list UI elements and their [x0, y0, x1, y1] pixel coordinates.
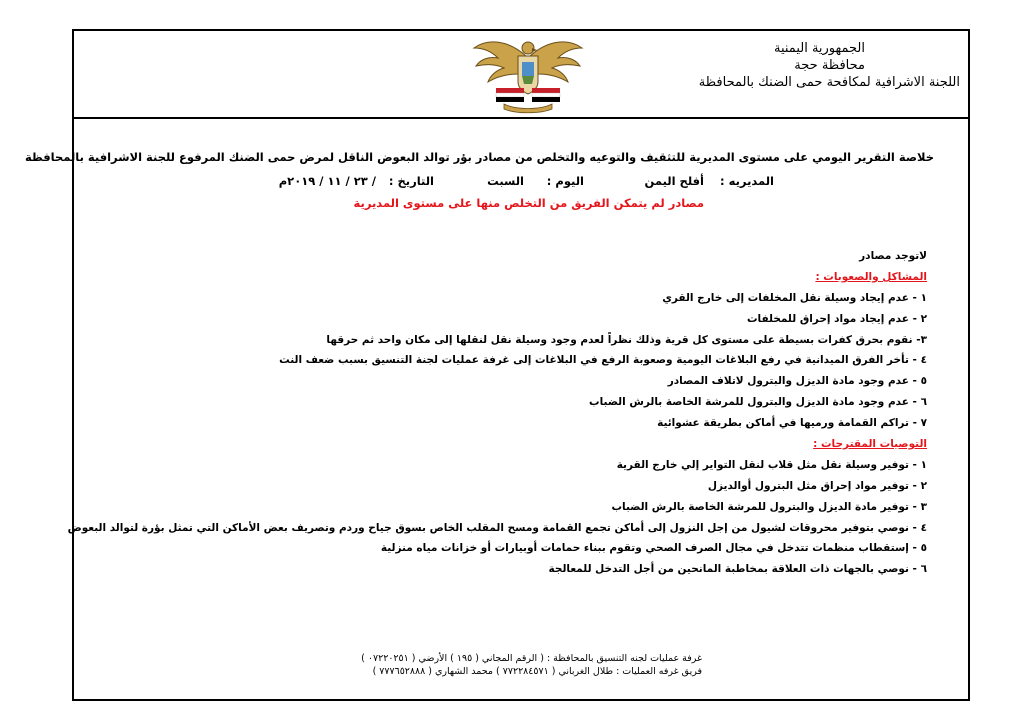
footer-contacts [282, 652, 702, 678]
list-item: ٦ - نوصي بالجهات ذات العلاقة بمخاطبة المانحين من أجل التدخل للمعالجة [548, 563, 927, 576]
letterhead [630, 40, 960, 91]
report-meta-row [254, 174, 774, 190]
no-sources-line: لاتوجد مصادر [859, 250, 927, 262]
letterhead-governorate: محافظة حجة [794, 58, 865, 73]
date-label: التاريخ : [388, 174, 434, 188]
day-label: اليوم : [546, 174, 584, 188]
district-label: المديريه : [720, 174, 774, 188]
list-item: ٥ - عدم وجود مادة الديزل والبترول لاتلاف المصادر [667, 375, 927, 388]
list-item: ٣ - توفير مادة الديزل والبترول للمرشة الخاصة بالرش الضباب [611, 500, 927, 513]
yemen-eagle-emblem [468, 34, 588, 114]
list-item: ٣- نقوم بحرق كفرات بسيطة على مستوى كل قرية وذلك نظراً لعدم وجود وسيلة نقل لنقلها إلى مكان واحد ثم حرقها [326, 333, 927, 346]
letterhead-committee: اللجنة الاشرافية لمكافحة حمى الضنك بالمحافظة [698, 75, 960, 90]
list-item: ١ - توفير وسيلة نقل مثل قلاب لنقل التواير إلي خارج القرية [616, 458, 927, 471]
list-item: ٤ - تأخر الفرق الميدانية في رفع البلاغات اليومية وصعوبة الرفع في البلاغات إلى غرفة عمليات لجنة التنسيق بسبب ضعف النت [279, 354, 927, 367]
list-item: ٤ - نوصي بتوفير محروقات لشيول من إجل النزول إلى أماكن تجمع القمامة ومسح المقلب الخاص بسوق جياح وردم وتصريف بعض الأماكن التي تمثل بؤرة لتوالد البعوض [67, 521, 927, 534]
header-divider [72, 117, 970, 119]
footer-ops-room: غرفة عمليات لجنه التنسيق بالمحافظة : ( الرقم المجاني ( ١٩٥ ) الأرضي ( ٠٧٢٢٠٢٥١ ) [361, 653, 702, 664]
report-title: خلاصة التقرير اليومي على مستوى المديرية للتثقيف والتوعيه والتخلص من مصادر بؤر توالد البعوض الناقل لمرض حمى الضنك المرفوع للجنة الاشرافية بالمحافظة [24, 150, 934, 164]
list-item: ٦ - عدم وجود مادة الديزل والبترول للمرشة الخاصة بالرش الضباب [589, 396, 927, 409]
list-item: ١ - عدم إيجاد وسيلة نقل المخلفات إلى خارج القري [662, 291, 927, 304]
list-item: ٥ - إستقطاب منظمات تتدخل في مجال الصرف الصحي وتقوم ببناء حمامات أوبيارات أو خزانات مياه منزلية [380, 542, 927, 555]
letterhead-country: الجمهورية اليمنية [773, 41, 865, 56]
footer-team: فريق غرفه العمليات : طلال الغرباني ( ٧٧٢٢٨٤٥٧١ ) محمد الشهاري ( ٧٧٧٦٥٢٨٨٨ ) [372, 666, 702, 677]
problems-heading: المشاكل والصعوبات : [815, 270, 927, 283]
day-value: السبت [487, 174, 524, 188]
list-item: ٧ - تراكم القمامة ورميها في أماكن بطريقة عشوائية [657, 417, 927, 430]
list-item: ٢ - عدم إيجاد مواد إحراق للمخلفات [746, 312, 927, 325]
recommendations-heading: التوصيات المقترحات : [813, 438, 927, 451]
district-value: أفلح اليمن [644, 174, 704, 188]
list-item: ٢ - توفير مواد إحراق مثل البترول أوالديزل [707, 479, 927, 492]
date-value: / ٢٣ / ١١ / ٢٠١٩م [278, 174, 376, 188]
report-body [67, 246, 927, 580]
red-subtitle: مصادر لم يتمكن الفريق من التخلص منها على مستوى المديرية [353, 196, 704, 210]
